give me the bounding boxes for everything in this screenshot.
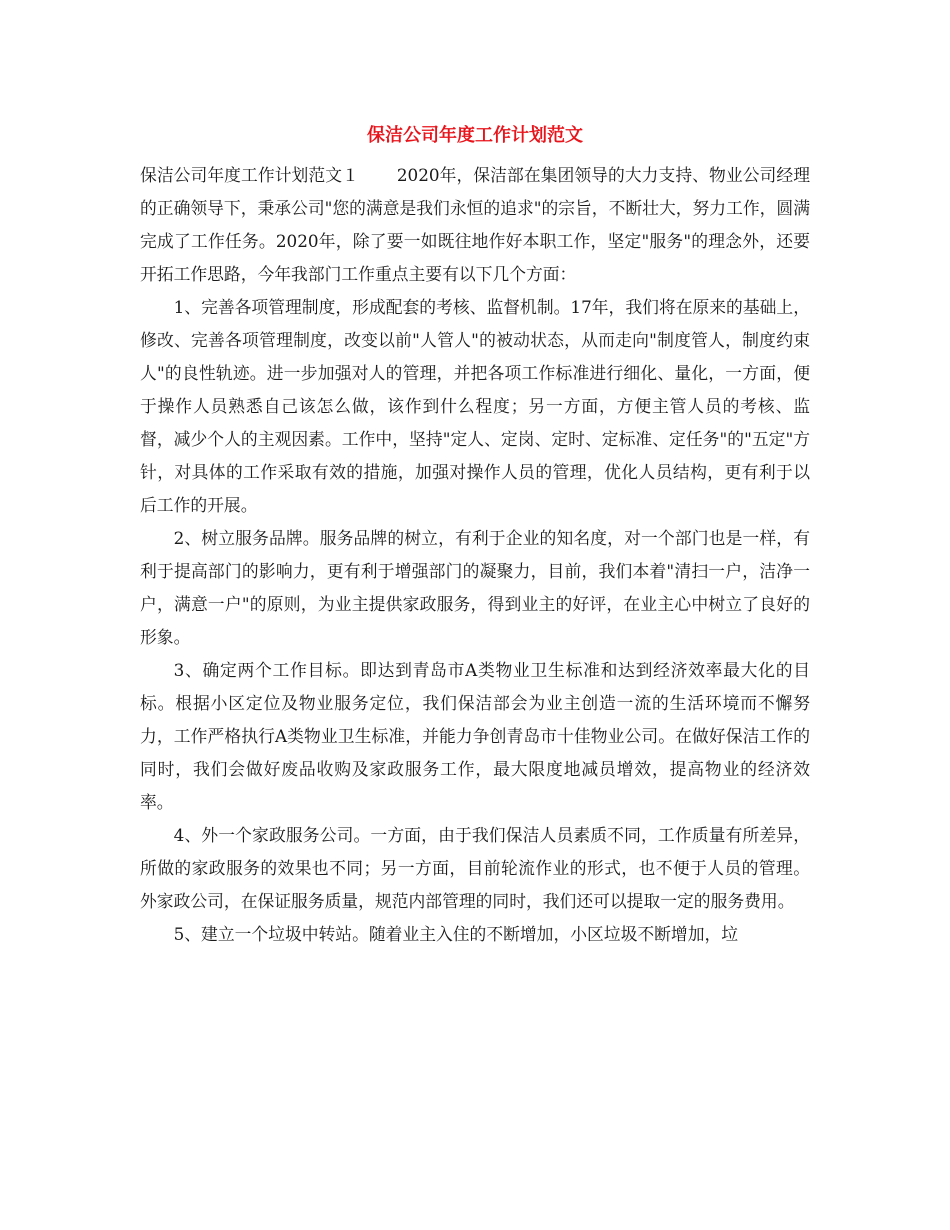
paragraph-3: 3、确定两个工作目标。即达到青岛市A类物业卫生标准和达到经济效率最大化的目标。根据小区定位及物业服务定位，我们保洁部会为业主创造一流的生活环境而不懈努力，工作严格执行A类物业卫生标准，并能力争创青岛市十佳物业公司。在做好保洁工作的同时，我们会做好废品收购及家政服务工作，最大限度地减员增效，提高物业的经济效率。 xyxy=(140,660,810,812)
document-title: 保洁公司年度工作计划范文 xyxy=(367,125,583,146)
paragraph-5: 5、建立一个垃圾中转站。随着业主入住的不断增加，小区垃圾不断增加，垃 xyxy=(173,924,739,944)
paragraph-1: 1、完善各项管理制度，形成配套的考核、监督机制。17年，我们将在原来的基础上，修改、完善各项管理制度，改变以前"人管人"的被动状态，从而走向"制度管人，制度约束人"的良性轨迹。进一步加强对人的管理，并把各项工作标准进行细化、量化，一方面，便于操作人员熟悉自己该怎么做，该作到什么程度；另一方面，方便主管人员的考核、监督，减少个人的主观因素。工作中，坚持"定人、定岗、定时、定标准、定任务"的"五定"方针，对具体的工作采取有效的措施，加强对操作人员的管理，优化人员结构，更有利于以后工作的开展。 xyxy=(140,297,810,515)
paragraph-2: 2、树立服务品牌。服务品牌的树立，有利于企业的知名度，对一个部门也是一样，有利于提高部门的影响力，更有利于增强部门的凝聚力，目前，我们本着"清扫一户，洁净一户，满意一户"的原则，为业主提供家政服务，得到业主的好评，在业主心中树立了良好的形象。 xyxy=(140,528,810,647)
intro-text: 2020年，保洁部在集团领导的大力支持、物业公司经理的正确领导下，秉承公司"您的满意是我们永恒的追求"的宗旨，不断壮大，努力工作，圆满完成了工作任务。2020年，除了要一如既往地作好本职工作，坚定"服务"的理念外，还要开拓工作思路，今年我部门工作重点主要有以下几个方面： xyxy=(140,165,810,284)
intro-label: 保洁公司年度工作计划范文１ xyxy=(140,165,359,185)
document-body xyxy=(140,159,810,951)
paragraph-4: 4、外一个家政服务公司。一方面，由于我们保洁人员素质不同，工作质量有所差异，所做的家政服务的效果也不同；另一方面，目前轮流作业的形式，也不便于人员的管理。外家政公司，在保证服务质量，规范内部管理的同时，我们还可以提取一定的服务费用。 xyxy=(140,825,810,911)
intro-paragraph xyxy=(140,159,810,291)
